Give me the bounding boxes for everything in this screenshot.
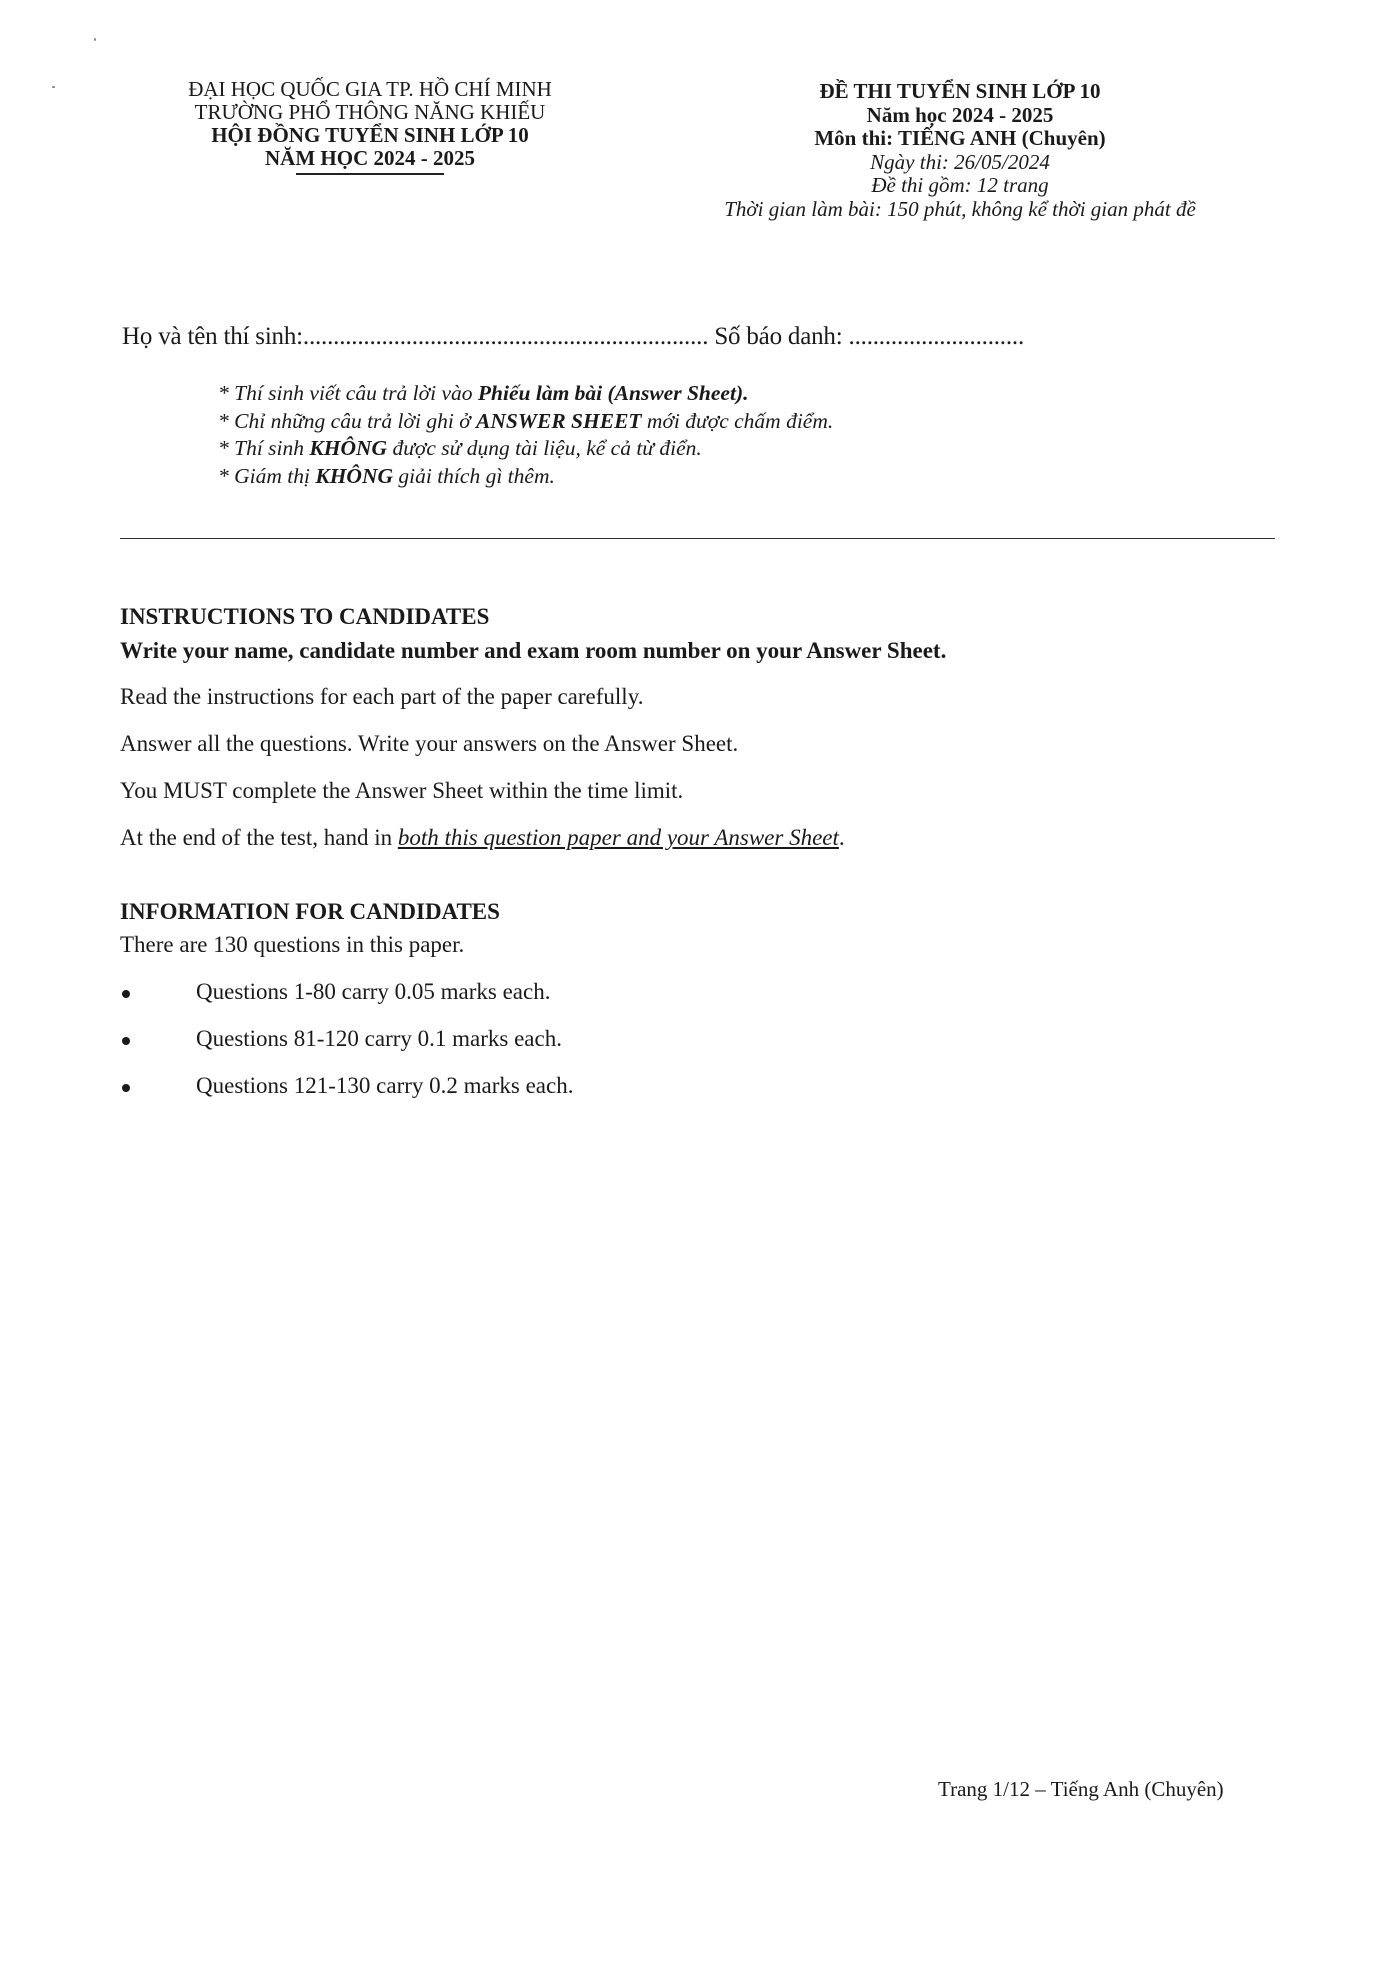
emphasized-text: both this question paper and your Answer Sheet <box>397 825 839 850</box>
candidate-number-label: Số báo danh: <box>714 323 843 350</box>
school-name: TRƯỜNG PHỔ THÔNG NĂNG KHIẾU <box>194 100 546 124</box>
instructions-bold-line: Write your name, candidate number and exam room number on your Answer Sheet. <box>120 638 947 663</box>
header-right <box>660 80 1260 221</box>
header-divider <box>296 173 444 175</box>
note-item: * Giám thị KHÔNG giải thích gì thêm. <box>218 463 555 488</box>
candidate-name-field[interactable]: ................................................................... <box>302 323 709 350</box>
instruction-line-last: At the end of the test, hand in both this question paper and your Answer Sheet. <box>120 825 845 850</box>
scan-speck <box>94 38 96 41</box>
exam-title: ĐỀ THI TUYỂN SINH LỚP 10 <box>819 79 1101 103</box>
exam-date: Ngày thi: 26/05/2024 <box>870 149 1050 174</box>
instruction-line: Read the instructions for each part of the paper carefully. <box>120 684 644 709</box>
instructions-title: INSTRUCTIONS TO CANDIDATES <box>120 604 490 629</box>
information-intro: There are 130 questions in this paper. <box>120 932 465 957</box>
note-item: * Chỉ những câu trả lời ghi ở ANSWER SHEET mới được chấm điểm. <box>218 408 834 433</box>
instruction-line: Answer all the questions. Write your answers on the Answer Sheet. <box>120 731 739 756</box>
scan-speck <box>52 86 55 88</box>
bullet-icon <box>122 990 130 998</box>
instruction-line: You MUST complete the Answer Sheet within the time limit. <box>120 778 684 803</box>
exam-duration: Thời gian làm bài: 150 phút, không kể thời gian phát đề <box>724 196 1196 221</box>
bullet-icon <box>122 1037 130 1045</box>
header-left <box>130 78 610 175</box>
note-item: * Thí sinh KHÔNG được sử dụng tài liệu, kể cả từ điển. <box>218 436 702 460</box>
section-divider <box>120 538 1275 539</box>
candidate-name-label: Họ và tên thí sinh: <box>122 323 303 350</box>
exam-school-year: Năm học 2024 - 2025 <box>866 102 1054 127</box>
candidate-info-line <box>122 323 1024 351</box>
exam-notes <box>218 380 833 490</box>
page-footer: Trang 1/12 – Tiếng Anh (Chuyên) <box>938 1777 1224 1801</box>
university-name: ĐẠI HỌC QUỐC GIA TP. HỒ CHÍ MINH <box>188 77 552 101</box>
information-title: INFORMATION FOR CANDIDATES <box>120 899 500 924</box>
council-name: HỘI ĐỒNG TUYỂN SINH LỚP 10 <box>211 123 529 147</box>
note-item: * Thí sinh viết câu trả lời vào Phiếu làm bài (Answer Sheet). <box>218 381 749 405</box>
exam-subject: Môn thi: TIẾNG ANH (Chuyên) <box>814 126 1106 150</box>
bullet-icon <box>122 1084 130 1092</box>
exam-pages: Đề thi gồm: 12 trang <box>871 173 1049 197</box>
candidate-number-field[interactable]: ............................. <box>848 323 1024 350</box>
school-year: NĂM HỌC 2024 - 2025 <box>265 146 475 170</box>
